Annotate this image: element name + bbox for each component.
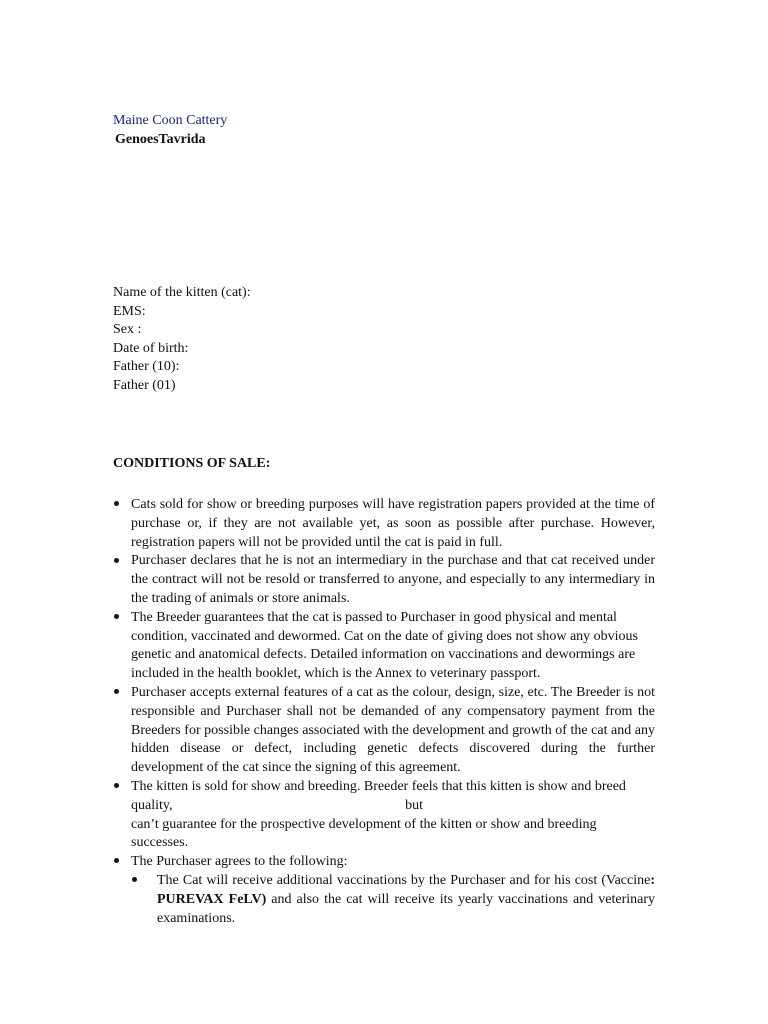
bullet-icon <box>113 778 131 797</box>
cattery-brand: GenoesTavrida <box>115 132 206 147</box>
sub-condition-colon: : <box>650 872 655 888</box>
bullet-icon <box>113 496 131 515</box>
condition-text-line: can’t guarantee for the prospective development of the kitten or show and breeding successes. <box>131 816 597 851</box>
sub-condition-text: and also the cat will receive its yearly vaccinations and veterinary examinations. <box>157 891 655 926</box>
condition-item <box>113 684 655 778</box>
condition-text-line <box>131 797 655 816</box>
sex-field: Sex : <box>113 322 142 338</box>
bullet-icon <box>113 552 131 571</box>
father-10-field: Father (10): <box>113 359 180 375</box>
condition-item <box>113 778 655 816</box>
bullet-icon <box>113 609 131 628</box>
condition-text: Purchaser accepts external features of a cat as the colour, design, size, etc. The Breeder is not responsible and Purchaser shall not be demanded of any compensatory payment from the Breeders for possible changes associated with the development and growth of the cat and any hidden disease or defect, including genetic defects discovered during the further development of the cat since the signing of this agreement. <box>131 684 655 776</box>
condition-text: Purchaser declares that he is not an intermediary in the purchase and that cat received under the contract will not be resold or transferred to anyone, and especially to any intermediary in the trading of animals or store animals. <box>131 553 655 606</box>
conditions-title: CONDITIONS OF SALE: <box>113 456 271 471</box>
bullet-icon <box>113 853 131 872</box>
date-of-birth-field: Date of birth: <box>113 340 189 356</box>
father-01-field: Father (01) <box>113 377 176 393</box>
condition-item <box>113 853 655 872</box>
condition-text: The Purchaser agrees to the following: <box>131 854 348 870</box>
vaccine-name: PUREVAX FeLV) <box>157 891 267 907</box>
bullet-icon <box>131 872 157 891</box>
cattery-name: Maine Coon Cattery <box>113 113 228 128</box>
kitten-info-fields <box>113 284 251 396</box>
condition-text: Cats sold for show or breeding purposes will have registration papers provided at the time of purchase or, if they are not available yet, as soon as possible after purchase. However, registration papers will not be provided until the cat is paid in full. <box>131 497 655 550</box>
condition-item <box>113 609 655 684</box>
condition-text-fragment: but <box>405 797 423 813</box>
sub-condition-text: The Cat will receive additional vaccinations by the Purchaser and for his cost (Vaccine <box>157 872 651 888</box>
condition-text-line: The kitten is sold for show and breeding. Breeder feels that this kitten is show and breed <box>131 778 626 794</box>
condition-text: The Breeder guarantees that the cat is passed to Purchaser in good physical and mental condition, vaccinated and dewormed. Cat on the date of giving does not show any obvious genetic and anatomical defects. Detailed information on vaccinations and dewormings are included in the health booklet, which is the Annex to veterinary passport. <box>131 609 639 682</box>
condition-continuation <box>113 816 655 854</box>
condition-item <box>113 496 655 552</box>
condition-sub-item <box>131 872 655 928</box>
bullet-icon <box>113 684 131 703</box>
condition-item <box>113 552 655 608</box>
kitten-name-field: Name of the kitten (cat): <box>113 285 251 300</box>
conditions-list <box>113 496 655 928</box>
ems-field: EMS: <box>113 303 146 319</box>
condition-text-fragment: quality, <box>131 797 173 813</box>
